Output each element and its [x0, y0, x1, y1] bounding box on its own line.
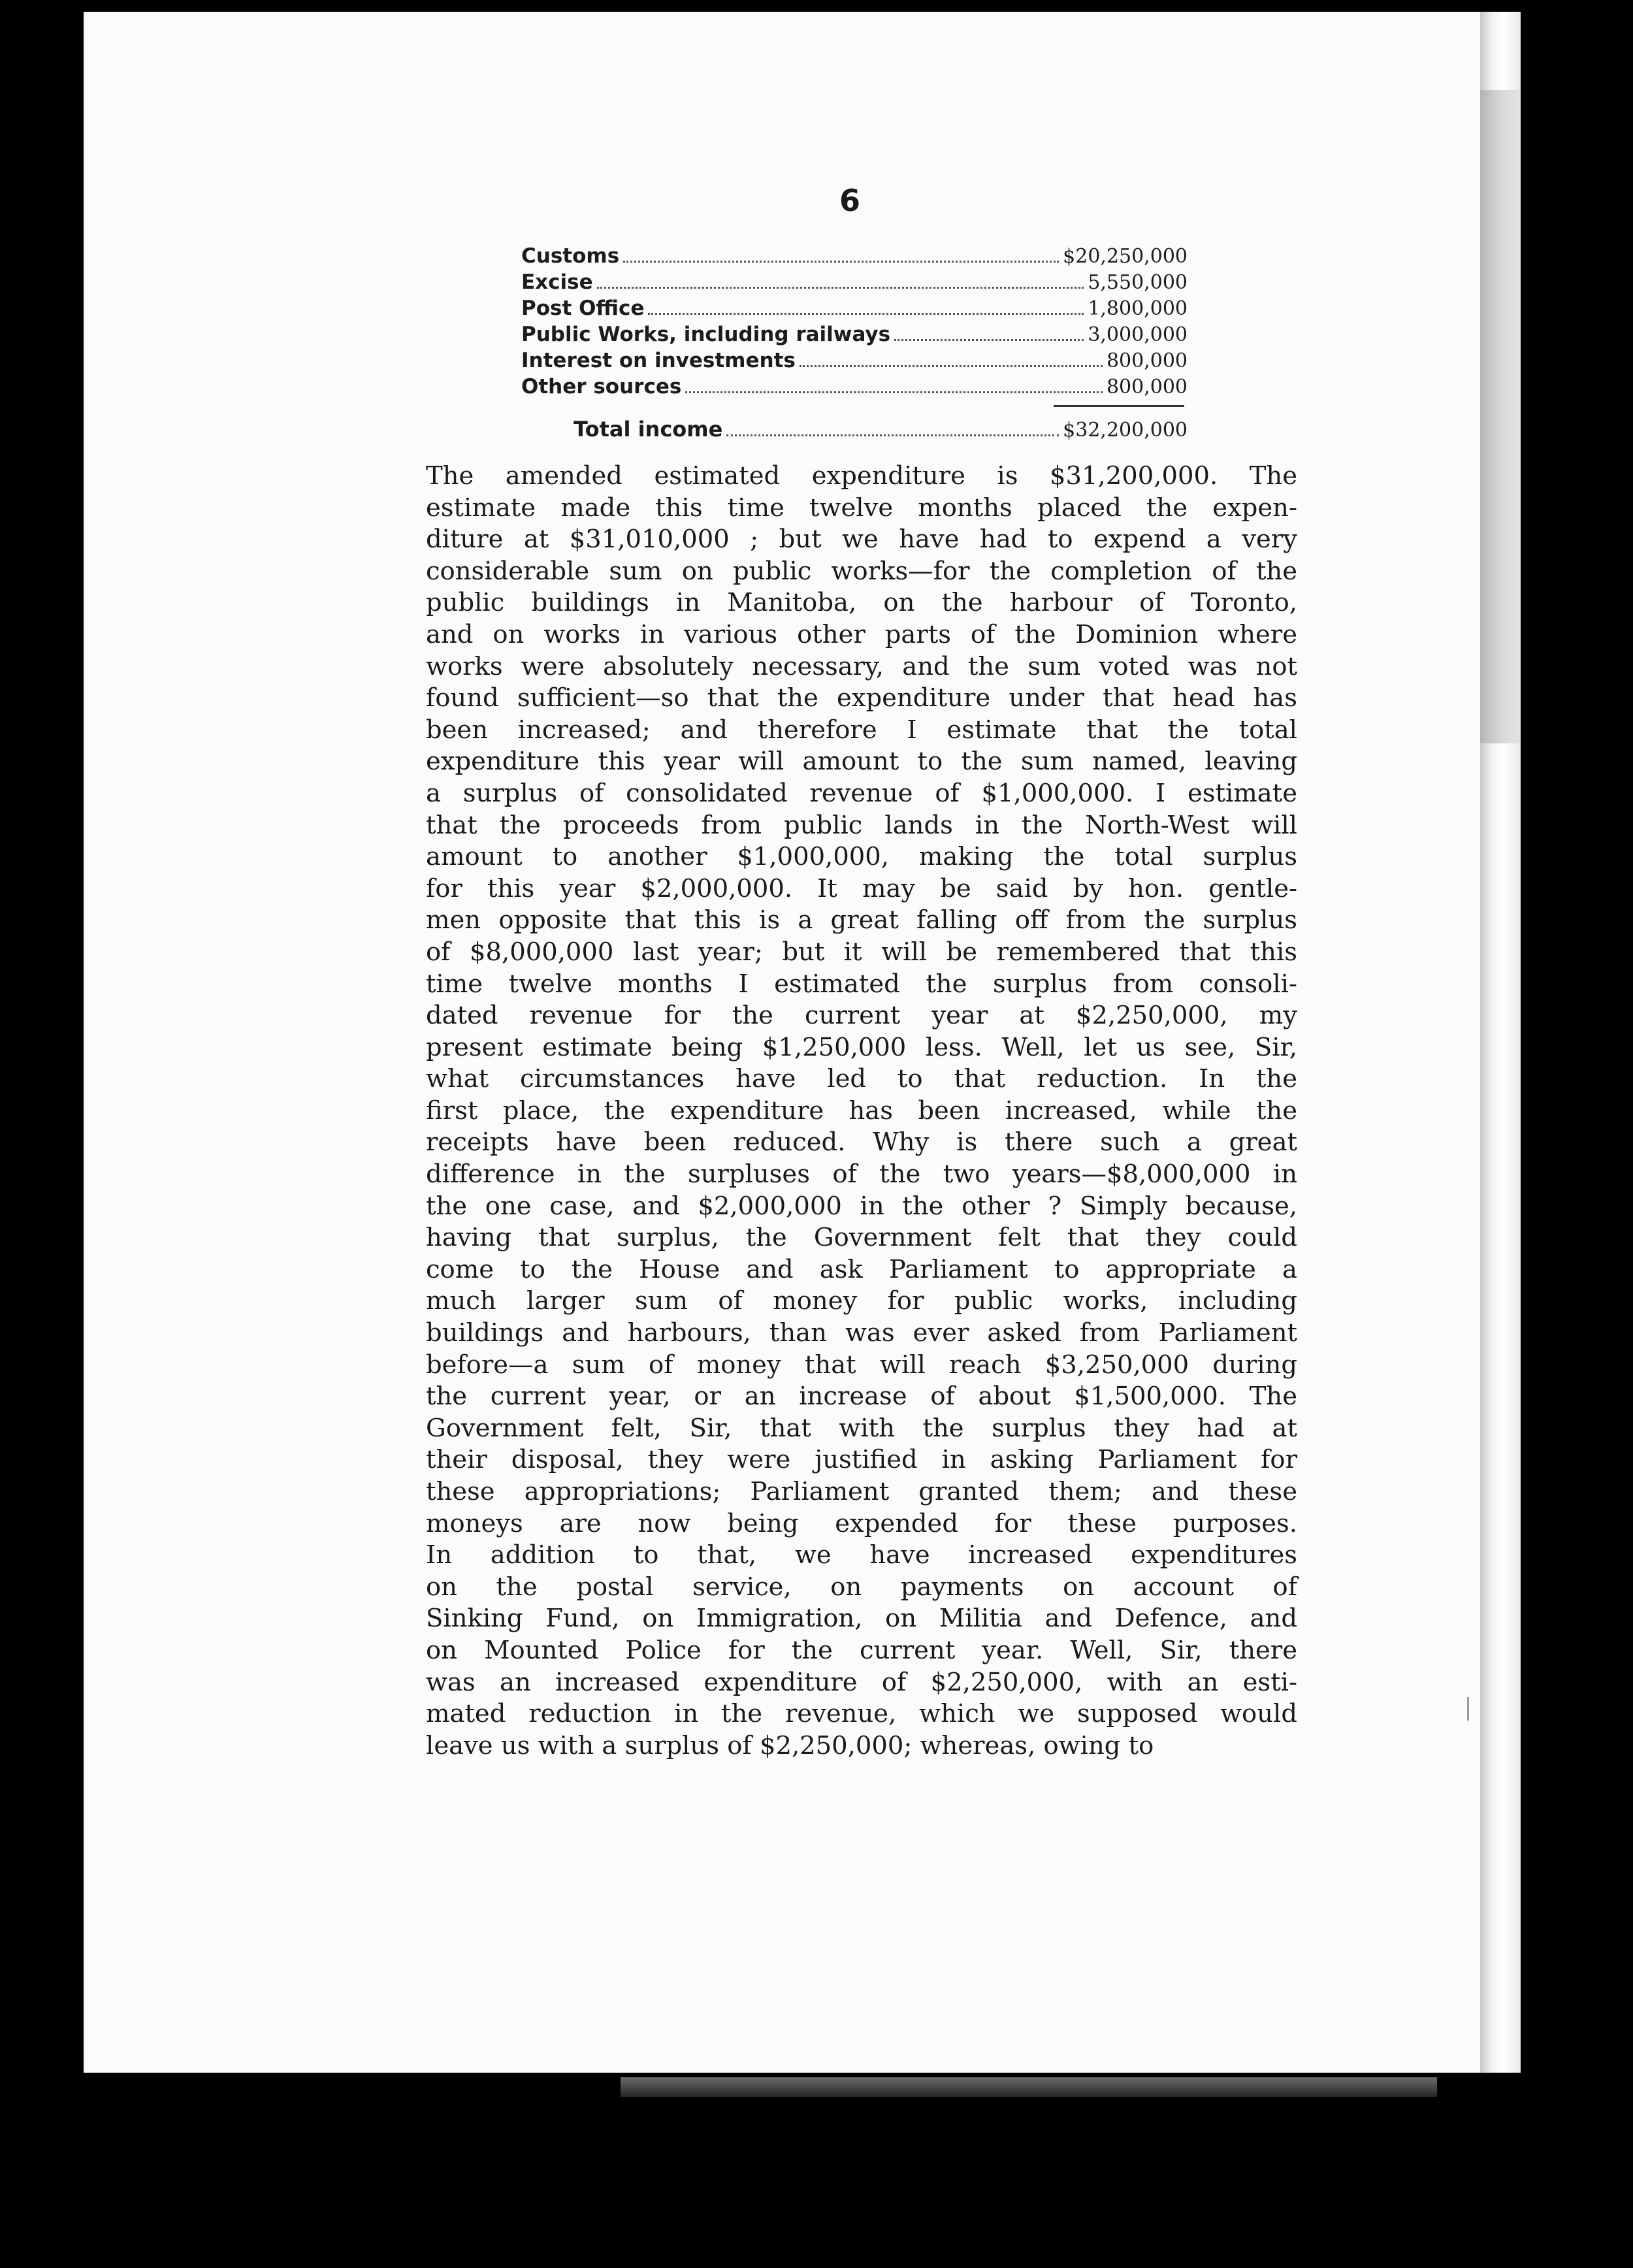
text-line: receipts have been reduced. Why is there such a great	[426, 1127, 1297, 1158]
ledger-amount: 5,550,000	[1088, 271, 1188, 294]
page-number: 6	[839, 183, 861, 218]
scanned-page	[84, 12, 1482, 2073]
page-edge-band	[1480, 90, 1521, 743]
ledger-row	[521, 269, 1188, 295]
text-line: present estimate being $1,250,000 less. Well, let us see, Sir,	[426, 1032, 1297, 1062]
text-line: estimate made this time twelve months placed the expen-	[426, 493, 1297, 523]
dot-leader	[685, 391, 1103, 393]
text-line: before—a sum of money that will reach $3,250,000 during	[426, 1350, 1297, 1380]
text-line: moneys are now being expended for these purposes.	[426, 1508, 1297, 1538]
text-line: dated revenue for the current year at $2,250,000, my	[426, 1001, 1297, 1031]
text-line: on the postal service, on payments on account of	[426, 1572, 1297, 1602]
text-line: leave us with a surplus of $2,250,000; whereas, owing to	[426, 1730, 1154, 1760]
ledger-total-label: Total income	[574, 417, 723, 442]
text-line: found sufficient—so that the expenditure under that head has	[426, 683, 1297, 713]
text-line: first place, the expenditure has been increased, while the	[426, 1095, 1297, 1126]
ledger-label: Public Works, including railways	[521, 323, 891, 346]
text-line: their disposal, they were justified in asking Parliament for	[426, 1445, 1297, 1475]
page-edge-shadow	[1480, 12, 1521, 2073]
text-line: The amended estimated expenditure is $31,200,000. The	[426, 461, 1297, 491]
text-line: amount to another $1,000,000, making the total surplus	[426, 842, 1297, 872]
ledger-label: Excise	[521, 270, 593, 294]
ledger-amount: 800,000	[1106, 376, 1188, 398]
body-paragraph	[426, 461, 1297, 1762]
text-line: much larger sum of money for public works, including	[426, 1286, 1297, 1316]
text-line: these appropriations; Parliament granted them; and these	[426, 1477, 1297, 1506]
text-line: public buildings in Manitoba, on the harbour of Toronto,	[426, 588, 1297, 618]
text-line: come to the House and ask Parliament to appropriate a	[426, 1254, 1297, 1284]
ledger-row	[521, 348, 1188, 374]
ledger-label: Post Office	[521, 297, 645, 320]
ledger-label: Interest on investments	[521, 349, 796, 372]
ledger-amount: $20,250,000	[1063, 245, 1188, 268]
dot-leader	[894, 338, 1084, 341]
text-line: the current year, or an increase of about $1,500,000. The	[426, 1382, 1297, 1412]
text-line: diture at $31,010,000 ; but we have had to expend a very	[426, 525, 1297, 555]
dot-leader	[726, 434, 1059, 436]
text-line: was an increased expenditure of $2,250,000, with an esti-	[426, 1667, 1297, 1697]
ledger-label: Other sources	[521, 375, 682, 398]
dot-leader	[800, 364, 1103, 367]
ledger-amount: 800,000	[1106, 349, 1188, 372]
margin-mark	[1467, 1697, 1469, 1721]
text-line: and on works in various other parts of the Dominion where	[426, 619, 1297, 649]
ledger-row	[521, 374, 1188, 400]
text-line: difference in the surpluses of the two years—$8,000,000 in	[426, 1159, 1297, 1190]
dot-leader	[597, 286, 1084, 289]
ledger-amount: 3,000,000	[1088, 323, 1188, 346]
text-line: buildings and harbours, than was ever asked from Parliament	[426, 1318, 1297, 1348]
text-line: works were absolutely necessary, and the sum voted was not	[426, 651, 1297, 681]
text-line: men opposite that this is a great falling off from the surplus	[426, 905, 1297, 935]
page-bottom-edge	[621, 2077, 1437, 2097]
text-line: the one case, and $2,000,000 in the other ? Simply because,	[426, 1191, 1297, 1221]
text-line: on Mounted Police for the current year. Well, Sir, there	[426, 1635, 1297, 1665]
dot-leader	[648, 312, 1084, 315]
income-ledger	[521, 243, 1188, 442]
text-line: what circumstances have led to that reduction. In the	[426, 1064, 1297, 1094]
text-line: for this year $2,000,000. It may be said by hon. gentle-	[426, 873, 1297, 903]
text-line: of $8,000,000 last year; but it will be remembered that this	[426, 937, 1297, 967]
dot-leader	[623, 260, 1059, 263]
text-line: considerable sum on public works—for the completion of the	[426, 556, 1297, 586]
ledger-row	[521, 243, 1188, 269]
text-line: having that surplus, the Government felt that they could	[426, 1223, 1297, 1253]
total-rule	[1054, 405, 1184, 407]
text-line: Sinking Fund, on Immigration, on Militia and Defence, and	[426, 1604, 1297, 1634]
text-line: expenditure this year will amount to the sum named, leaving	[426, 747, 1297, 777]
ledger-total-amount: $32,200,000	[1063, 419, 1188, 442]
text-line: a surplus of consolidated revenue of $1,000,000. I estimate	[426, 778, 1297, 808]
ledger-amount: 1,800,000	[1088, 297, 1188, 320]
ledger-row	[521, 295, 1188, 321]
text-line: Government felt, Sir, that with the surplus they had at	[426, 1413, 1297, 1443]
ledger-row	[521, 321, 1188, 348]
text-line: that the proceeds from public lands in the North-West will	[426, 810, 1297, 840]
ledger-label: Customs	[521, 244, 620, 268]
text-line: In addition to that, we have increased expenditures	[426, 1540, 1297, 1570]
ledger-total-row	[574, 416, 1188, 442]
text-line: mated reduction in the revenue, which we supposed would	[426, 1699, 1297, 1729]
text-line: time twelve months I estimated the surplus from consoli-	[426, 969, 1297, 999]
text-line: been increased; and therefore I estimate that the total	[426, 715, 1297, 745]
